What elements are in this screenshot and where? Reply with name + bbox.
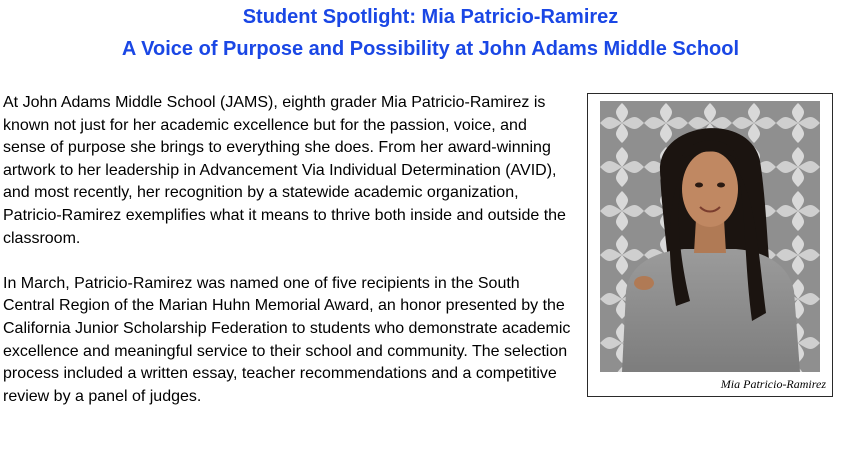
headline-subtitle: A Voice of Purpose and Possibility at John Adams Middle School <box>121 38 740 60</box>
paragraph-intro: At John Adams Middle School (JAMS), eighth grader Mia Patricio-Ramirez is known not just for her academic excellence but for the passion, voice, and sense of purpose she brings to everything she does. From her award-winning artwork to her leadership in Advancement Via Individual Determination (AVID), and most recently, her recognition by a statewide academic organization, Patricio-Ramirez exemplifies what it means to thrive both inside and outside the classroom. <box>3 94 566 247</box>
article-body <box>3 92 853 408</box>
headline-title: Student Spotlight: Mia Patricio-Ramirez <box>242 6 619 28</box>
student-photo <box>600 101 820 372</box>
photo-frame <box>587 93 833 397</box>
photo-caption: Mia Patricio-Ramirez <box>720 377 826 391</box>
paragraph-award: In March, Patricio-Ramirez was named one of five recipients in the South Central Region of the Marian Huhn Memorial Award, an honor presented by the California Junior Scholarship Federation to students who demonstrate academic excellence and meaningful service to their school and community. The selection process included a written essay, teacher recommendations and a competitive review by a panel of judges. <box>3 274 571 405</box>
